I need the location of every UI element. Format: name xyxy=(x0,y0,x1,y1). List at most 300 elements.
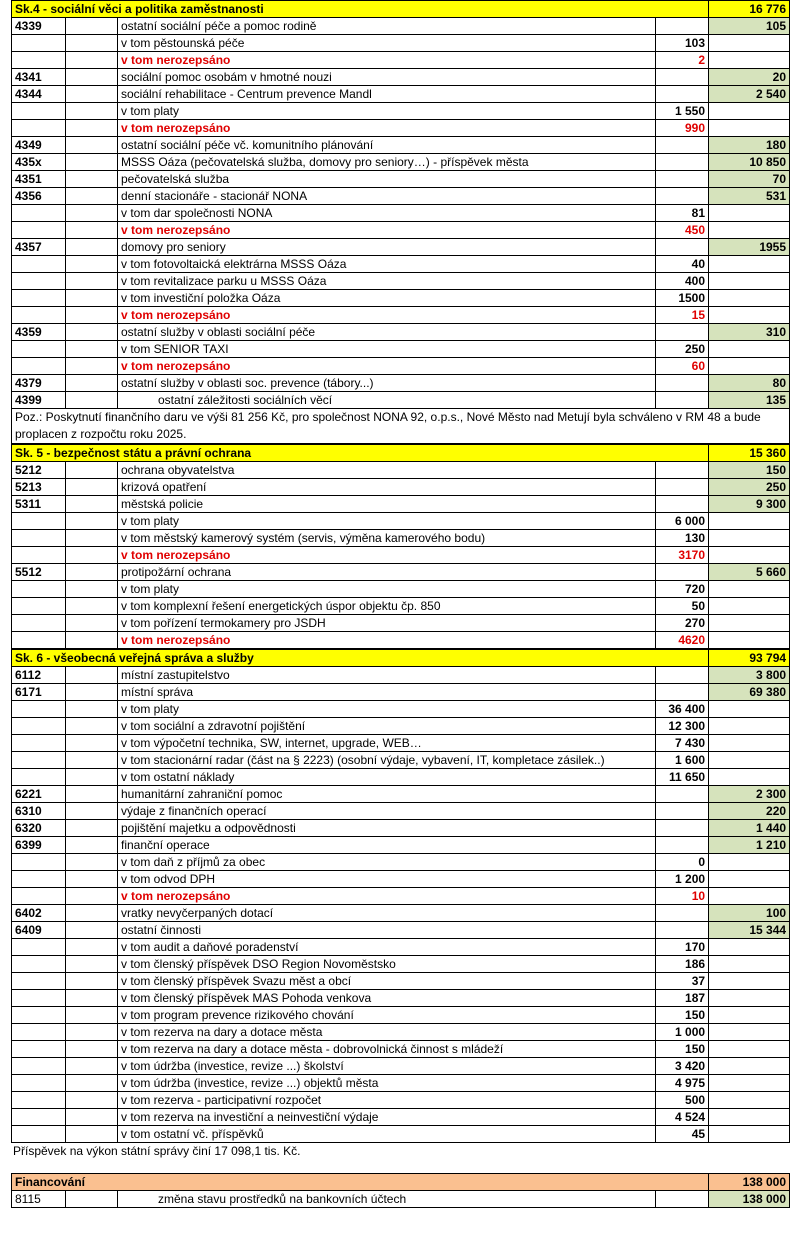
item-code xyxy=(12,256,66,273)
item-description: v tom rezerva na dary a dotace města xyxy=(118,1024,656,1041)
item-total: 69 380 xyxy=(709,684,790,701)
item-description: v tom údržba (investice, revize ...) objektů města xyxy=(118,1075,656,1092)
item-code xyxy=(12,871,66,888)
item-description: ostatní služby v oblasti soc. prevence (tábory...) xyxy=(118,375,656,392)
budget-subitem-row xyxy=(12,1075,790,1092)
section-total: 15 360 xyxy=(709,445,790,462)
item-subamount: 10 xyxy=(656,888,709,905)
item-description: výdaje z finančních operací xyxy=(118,803,656,820)
item-total xyxy=(709,769,790,786)
item-description: v tom komplexní řešení energetických úspor objektu čp. 850 xyxy=(118,598,656,615)
item-code xyxy=(12,1109,66,1126)
budget-subitem-row xyxy=(12,120,790,137)
item-subamount: 3170 xyxy=(656,547,709,564)
item-subamount xyxy=(656,462,709,479)
item-code xyxy=(12,701,66,718)
item-description: v tom stacionární radar (část na § 2223) (osobní výdaje, vybavení, IT, kompletace zásilek..) xyxy=(118,752,656,769)
item-subamount xyxy=(656,1191,709,1208)
item-total xyxy=(709,701,790,718)
item-description: MSSS Oáza (pečovatelská služba, domovy pro seniory…) - příspěvek města xyxy=(118,154,656,171)
item-code xyxy=(12,547,66,564)
item-description: v tom nerozepsáno xyxy=(118,358,656,375)
item-code xyxy=(12,358,66,375)
item-subamount xyxy=(656,786,709,803)
item-code: 4349 xyxy=(12,137,66,154)
item-description: ostatní sociální péče a pomoc rodině xyxy=(118,18,656,35)
item-code xyxy=(12,854,66,871)
item-total xyxy=(709,1109,790,1126)
item-subamount: 7 430 xyxy=(656,735,709,752)
financing-row xyxy=(12,1191,790,1208)
budget-subitem-row xyxy=(12,222,790,239)
item-total xyxy=(709,990,790,1007)
item-code: 6409 xyxy=(12,922,66,939)
item-spacer xyxy=(66,479,118,496)
budget-item-row xyxy=(12,86,790,103)
item-subamount: 15 xyxy=(656,307,709,324)
section-table xyxy=(11,649,790,1143)
item-subamount xyxy=(656,564,709,581)
item-code xyxy=(12,598,66,615)
item-subamount: 720 xyxy=(656,581,709,598)
item-spacer xyxy=(66,939,118,956)
item-subamount: 40 xyxy=(656,256,709,273)
item-subamount: 1 000 xyxy=(656,1024,709,1041)
item-spacer xyxy=(66,701,118,718)
item-spacer xyxy=(66,137,118,154)
budget-subitem-row xyxy=(12,547,790,564)
item-code: 4357 xyxy=(12,239,66,256)
item-total: 105 xyxy=(709,18,790,35)
item-description: ostatní činnosti xyxy=(118,922,656,939)
item-total: 135 xyxy=(709,392,790,409)
budget-subitem-row xyxy=(12,1092,790,1109)
item-total xyxy=(709,871,790,888)
item-code: 4379 xyxy=(12,375,66,392)
budget-subitem-row xyxy=(12,1024,790,1041)
budget-item-row xyxy=(12,905,790,922)
item-spacer xyxy=(66,752,118,769)
item-spacer xyxy=(66,86,118,103)
item-subamount: 500 xyxy=(656,1092,709,1109)
item-subamount xyxy=(656,324,709,341)
budget-subitem-row xyxy=(12,103,790,120)
item-code: 6399 xyxy=(12,837,66,854)
item-subamount: 990 xyxy=(656,120,709,137)
item-total xyxy=(709,530,790,547)
item-total xyxy=(709,1024,790,1041)
item-description: v tom dar společnosti NONA xyxy=(118,205,656,222)
budget-subitem-row xyxy=(12,871,790,888)
item-subamount: 2 xyxy=(656,52,709,69)
budget-item-row xyxy=(12,154,790,171)
item-description: v tom program prevence rizikového chování xyxy=(118,1007,656,1024)
item-description: místní správa xyxy=(118,684,656,701)
budget-item-row xyxy=(12,392,790,409)
item-spacer xyxy=(66,837,118,854)
item-code: 4359 xyxy=(12,324,66,341)
budget-item-row xyxy=(12,18,790,35)
item-total: 250 xyxy=(709,479,790,496)
item-subamount: 1 200 xyxy=(656,871,709,888)
item-spacer xyxy=(66,990,118,1007)
item-spacer xyxy=(66,735,118,752)
item-spacer xyxy=(66,547,118,564)
item-spacer xyxy=(66,239,118,256)
financing-title: Financování xyxy=(12,1174,709,1191)
item-spacer xyxy=(66,598,118,615)
item-subamount xyxy=(656,239,709,256)
item-subamount xyxy=(656,922,709,939)
item-description: v tom rezerva na dary a dotace města - dobrovolnická činnost s mládeží xyxy=(118,1041,656,1058)
item-spacer xyxy=(66,375,118,392)
item-spacer xyxy=(66,1075,118,1092)
item-description: místní zastupitelstvo xyxy=(118,667,656,684)
item-spacer xyxy=(66,684,118,701)
item-total: 3 800 xyxy=(709,667,790,684)
item-code: 6112 xyxy=(12,667,66,684)
item-subamount: 6 000 xyxy=(656,513,709,530)
budget-subitem-row xyxy=(12,530,790,547)
item-total: 138 000 xyxy=(709,1191,790,1208)
item-total xyxy=(709,888,790,905)
item-subamount xyxy=(656,684,709,701)
item-spacer xyxy=(66,69,118,86)
item-code xyxy=(12,35,66,52)
item-description: v tom nerozepsáno xyxy=(118,120,656,137)
item-spacer xyxy=(66,18,118,35)
item-code xyxy=(12,341,66,358)
item-total: 20 xyxy=(709,69,790,86)
item-description: v tom fotovoltaická elektrárna MSSS Oáza xyxy=(118,256,656,273)
item-total xyxy=(709,35,790,52)
item-spacer xyxy=(66,496,118,513)
item-description: v tom sociální a zdravotní pojištění xyxy=(118,718,656,735)
spacer xyxy=(11,1160,789,1173)
budget-subitem-row xyxy=(12,35,790,52)
item-description: pojištění majetku a odpovědnosti xyxy=(118,820,656,837)
item-description: v tom výpočetní technika, SW, internet, upgrade, WEB… xyxy=(118,735,656,752)
item-description: pečovatelská služba xyxy=(118,171,656,188)
budget-subitem-row xyxy=(12,718,790,735)
budget-item-row xyxy=(12,239,790,256)
budget-subitem-row xyxy=(12,990,790,1007)
item-description: v tom revitalizace parku u MSSS Oáza xyxy=(118,273,656,290)
item-description: v tom členský příspěvek Svazu měst a obcí xyxy=(118,973,656,990)
section-title: Sk. 6 - všeobecná veřejná správa a služby xyxy=(12,650,709,667)
item-spacer xyxy=(66,222,118,239)
item-subamount: 1 600 xyxy=(656,752,709,769)
item-code xyxy=(12,307,66,324)
section-total: 93 794 xyxy=(709,650,790,667)
item-subamount xyxy=(656,820,709,837)
budget-subitem-row xyxy=(12,1058,790,1075)
item-total: 180 xyxy=(709,137,790,154)
item-code xyxy=(12,273,66,290)
item-description: v tom ostatní vč. příspěvků xyxy=(118,1126,656,1143)
item-subamount xyxy=(656,171,709,188)
item-code: 4344 xyxy=(12,86,66,103)
item-description: domovy pro seniory xyxy=(118,239,656,256)
item-spacer xyxy=(66,718,118,735)
item-description: v tom SENIOR TAXI xyxy=(118,341,656,358)
item-description: v tom rezerva - participativní rozpočet xyxy=(118,1092,656,1109)
item-total xyxy=(709,1058,790,1075)
item-subamount xyxy=(656,837,709,854)
item-spacer xyxy=(66,922,118,939)
item-spacer xyxy=(66,581,118,598)
budget-subitem-row xyxy=(12,615,790,632)
item-subamount: 60 xyxy=(656,358,709,375)
item-total xyxy=(709,581,790,598)
item-description: změna stavu prostředků na bankovních účtech xyxy=(118,1191,656,1208)
item-code xyxy=(12,769,66,786)
budget-item-row xyxy=(12,375,790,392)
budget-subitem-row xyxy=(12,1007,790,1024)
item-code xyxy=(12,735,66,752)
item-description: v tom pořízení termokamery pro JSDH xyxy=(118,615,656,632)
section-table xyxy=(11,444,790,649)
item-spacer xyxy=(66,667,118,684)
budget-subitem-row xyxy=(12,205,790,222)
item-subamount: 0 xyxy=(656,854,709,871)
budget-item-row xyxy=(12,479,790,496)
budget-subitem-row xyxy=(12,1041,790,1058)
item-spacer xyxy=(66,513,118,530)
item-description: ochrana obyvatelstva xyxy=(118,462,656,479)
item-code xyxy=(12,1075,66,1092)
item-code xyxy=(12,973,66,990)
item-code: 4399 xyxy=(12,392,66,409)
item-spacer xyxy=(66,1007,118,1024)
budget-item-row xyxy=(12,137,790,154)
item-description: ostatní sociální péče vč. komunitního plánování xyxy=(118,137,656,154)
item-spacer xyxy=(66,188,118,205)
item-subamount: 400 xyxy=(656,273,709,290)
budget-subitem-row xyxy=(12,939,790,956)
item-description: protipožární ochrana xyxy=(118,564,656,581)
item-spacer xyxy=(66,632,118,649)
budget-subitem-row xyxy=(12,888,790,905)
item-total xyxy=(709,205,790,222)
item-description: v tom údržba (investice, revize ...) školství xyxy=(118,1058,656,1075)
budget-subitem-row xyxy=(12,769,790,786)
item-code: 6221 xyxy=(12,786,66,803)
item-subamount xyxy=(656,137,709,154)
item-spacer xyxy=(66,324,118,341)
item-total xyxy=(709,103,790,120)
budget-item-row xyxy=(12,188,790,205)
item-code: 4339 xyxy=(12,18,66,35)
item-code xyxy=(12,530,66,547)
item-description: městská policie xyxy=(118,496,656,513)
item-total: 100 xyxy=(709,905,790,922)
budget-item-row xyxy=(12,667,790,684)
item-total xyxy=(709,120,790,137)
item-code xyxy=(12,1024,66,1041)
item-spacer xyxy=(66,256,118,273)
item-subamount xyxy=(656,496,709,513)
item-spacer xyxy=(66,973,118,990)
item-description: v tom daň z příjmů za obec xyxy=(118,854,656,871)
item-spacer xyxy=(66,820,118,837)
item-total: 15 344 xyxy=(709,922,790,939)
item-total xyxy=(709,615,790,632)
item-total xyxy=(709,752,790,769)
item-code xyxy=(12,990,66,1007)
item-code: 5512 xyxy=(12,564,66,581)
budget-item-row xyxy=(12,786,790,803)
item-subamount xyxy=(656,154,709,171)
item-description: v tom pěstounská péče xyxy=(118,35,656,52)
item-subamount: 1 550 xyxy=(656,103,709,120)
item-total: 150 xyxy=(709,462,790,479)
item-code xyxy=(12,632,66,649)
item-total xyxy=(709,1126,790,1143)
item-total: 1955 xyxy=(709,239,790,256)
item-total xyxy=(709,939,790,956)
item-subamount: 450 xyxy=(656,222,709,239)
item-subamount: 270 xyxy=(656,615,709,632)
section-header xyxy=(12,1,790,18)
item-code: 4351 xyxy=(12,171,66,188)
item-spacer xyxy=(66,1191,118,1208)
item-code xyxy=(12,956,66,973)
item-code: 5311 xyxy=(12,496,66,513)
item-subamount: 45 xyxy=(656,1126,709,1143)
item-subamount xyxy=(656,18,709,35)
item-subamount: 4 975 xyxy=(656,1075,709,1092)
budget-subitem-row xyxy=(12,598,790,615)
item-total: 310 xyxy=(709,324,790,341)
item-code: 4341 xyxy=(12,69,66,86)
item-code: 6171 xyxy=(12,684,66,701)
budget-item-row xyxy=(12,837,790,854)
budget-item-row xyxy=(12,324,790,341)
item-spacer xyxy=(66,786,118,803)
item-total xyxy=(709,1041,790,1058)
section-header xyxy=(12,445,790,462)
item-spacer xyxy=(66,392,118,409)
item-spacer xyxy=(66,1041,118,1058)
budget-subitem-row xyxy=(12,273,790,290)
item-description: v tom platy xyxy=(118,701,656,718)
budget-item-row xyxy=(12,820,790,837)
item-code: 5212 xyxy=(12,462,66,479)
item-total xyxy=(709,718,790,735)
item-description: krizová opatření xyxy=(118,479,656,496)
item-description: sociální pomoc osobám v hmotné nouzi xyxy=(118,69,656,86)
item-subamount xyxy=(656,479,709,496)
item-spacer xyxy=(66,120,118,137)
item-spacer xyxy=(66,871,118,888)
item-total: 10 850 xyxy=(709,154,790,171)
item-code xyxy=(12,888,66,905)
item-total: 1 210 xyxy=(709,837,790,854)
budget-subitem-row xyxy=(12,1126,790,1143)
item-total xyxy=(709,1075,790,1092)
item-code xyxy=(12,513,66,530)
item-spacer xyxy=(66,1092,118,1109)
item-description: v tom nerozepsáno xyxy=(118,547,656,564)
item-total xyxy=(709,341,790,358)
budget-subitem-row xyxy=(12,290,790,307)
item-subamount xyxy=(656,803,709,820)
item-total xyxy=(709,358,790,375)
item-spacer xyxy=(66,615,118,632)
item-total: 531 xyxy=(709,188,790,205)
budget-item-row xyxy=(12,69,790,86)
item-total xyxy=(709,735,790,752)
section-title: Sk.4 - sociální věci a politika zaměstnanosti xyxy=(12,1,709,18)
budget-item-row xyxy=(12,462,790,479)
budget-document xyxy=(11,0,789,1208)
item-description: finanční operace xyxy=(118,837,656,854)
item-total: 70 xyxy=(709,171,790,188)
item-spacer xyxy=(66,358,118,375)
item-total xyxy=(709,854,790,871)
item-code xyxy=(12,1092,66,1109)
item-description: v tom investiční položka Oáza xyxy=(118,290,656,307)
budget-item-row xyxy=(12,496,790,513)
item-subamount: 12 300 xyxy=(656,718,709,735)
item-spacer xyxy=(66,803,118,820)
item-spacer xyxy=(66,1109,118,1126)
item-spacer xyxy=(66,52,118,69)
item-total xyxy=(709,273,790,290)
budget-item-row xyxy=(12,803,790,820)
item-code xyxy=(12,939,66,956)
item-code xyxy=(12,103,66,120)
state-contribution-note: Příspěvek na výkon státní správy činí 17 098,1 tis. Kč. xyxy=(13,1144,301,1158)
item-total: 80 xyxy=(709,375,790,392)
section-table xyxy=(11,0,790,444)
item-total xyxy=(709,598,790,615)
item-subamount: 37 xyxy=(656,973,709,990)
item-spacer xyxy=(66,273,118,290)
item-total xyxy=(709,307,790,324)
item-description: v tom nerozepsáno xyxy=(118,52,656,69)
item-description: vratky nevyčerpaných dotací xyxy=(118,905,656,922)
item-spacer xyxy=(66,462,118,479)
budget-subitem-row xyxy=(12,701,790,718)
item-code: 8115 xyxy=(12,1191,66,1208)
item-code: 435x xyxy=(12,154,66,171)
item-total: 220 xyxy=(709,803,790,820)
section-title: Sk. 5 - bezpečnost státu a právní ochrana xyxy=(12,445,709,462)
item-description: v tom audit a daňové poradenství xyxy=(118,939,656,956)
budget-subitem-row xyxy=(12,632,790,649)
item-total xyxy=(709,1092,790,1109)
section-total: 16 776 xyxy=(709,1,790,18)
item-total: 2 540 xyxy=(709,86,790,103)
item-description: sociální rehabilitace - Centrum prevence Mandl xyxy=(118,86,656,103)
item-code xyxy=(12,581,66,598)
item-description: v tom nerozepsáno xyxy=(118,307,656,324)
item-code xyxy=(12,205,66,222)
budget-subitem-row xyxy=(12,1109,790,1126)
item-spacer xyxy=(66,171,118,188)
item-total xyxy=(709,290,790,307)
item-code xyxy=(12,1126,66,1143)
item-subamount: 1500 xyxy=(656,290,709,307)
item-code: 4356 xyxy=(12,188,66,205)
budget-subitem-row xyxy=(12,256,790,273)
section-note-row xyxy=(12,409,790,444)
item-spacer xyxy=(66,854,118,871)
item-total: 9 300 xyxy=(709,496,790,513)
budget-subitem-row xyxy=(12,973,790,990)
